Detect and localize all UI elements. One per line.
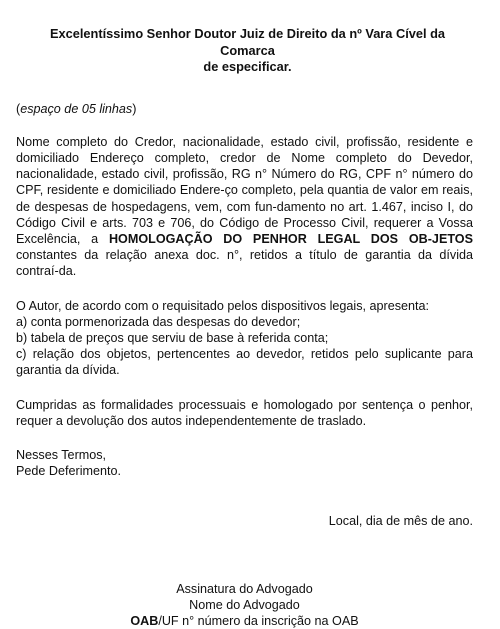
spacing-note-open: ( [16,101,21,116]
place-date-line: Local, dia de mês de ano. [328,514,473,529]
documents-item-a: a) conta pormenorizada das despesas do devedor; [16,314,301,329]
spacing-note-text: espaço de 05 linhas [20,101,133,116]
spacing-note-close: ) [132,101,137,116]
documents-list [16,298,473,379]
documents-item-c: c) relação dos objetos, pertencentes ao devedor, retidos pelo suplicante para garantia da dívida. [16,347,473,378]
heading-line-1: Excelentíssimo Senhor Doutor Juiz de Direito da nº Vara Cível da Comarca [49,26,446,58]
document-heading [16,26,473,76]
closing-line-2: Pede Deferimento. [16,464,122,479]
signature-block [16,581,473,629]
closing-line-1: Nesses Termos, [16,447,107,462]
petition-request-bold: HOMOLOGAÇÃO DO PENHOR LEGAL DOS OB-JETOS [108,231,473,246]
documents-intro: O Autor, de acordo com o requisitado pelos dispositivos legais, apresenta: [16,298,430,313]
petition-paragraph [16,134,473,280]
signature-line: Assinatura do Advogado [176,581,313,596]
heading-line-2: de especificar. [203,59,292,74]
spacing-note [16,101,473,117]
lawyer-name-line: Nome do Advogado [189,597,300,612]
oab-line [16,613,473,629]
documents-item-b: b) tabela de preços que serviu de base à referida conta; [16,330,329,345]
oab-number-text: /UF n° número da inscrição na OAB [158,613,359,628]
petition-text-end: constantes da relação anexa doc. n°, retidos a título de garantia da dívida contraí-da. [16,248,473,279]
return-request-paragraph: Cumpridas as formalidades processuais e homologado por sentença o penhor, requer a devolução dos autos independentemente de traslado. [16,397,473,428]
petition-text-start: Nome completo do Credor, nacionalidade, estado civil, profissão, residente e domiciliado Endereço completo, credor de Nome completo do Devedor, nacionalidade, estado civil, profissão, RG n° Número do RG, CPF n° número do CPF, residente e domiciliado Endere-ço completo, pela quantia de valor em reais, de despesas de hospedagens, vem, com fun-damento no art. 1.467, inciso I, do Código Civil e arts. 703 e 706, do Código de Processo Civil, requerer a Vossa Excelência, a [16,134,473,246]
closing-block [16,447,473,479]
oab-label: OAB [130,613,159,628]
